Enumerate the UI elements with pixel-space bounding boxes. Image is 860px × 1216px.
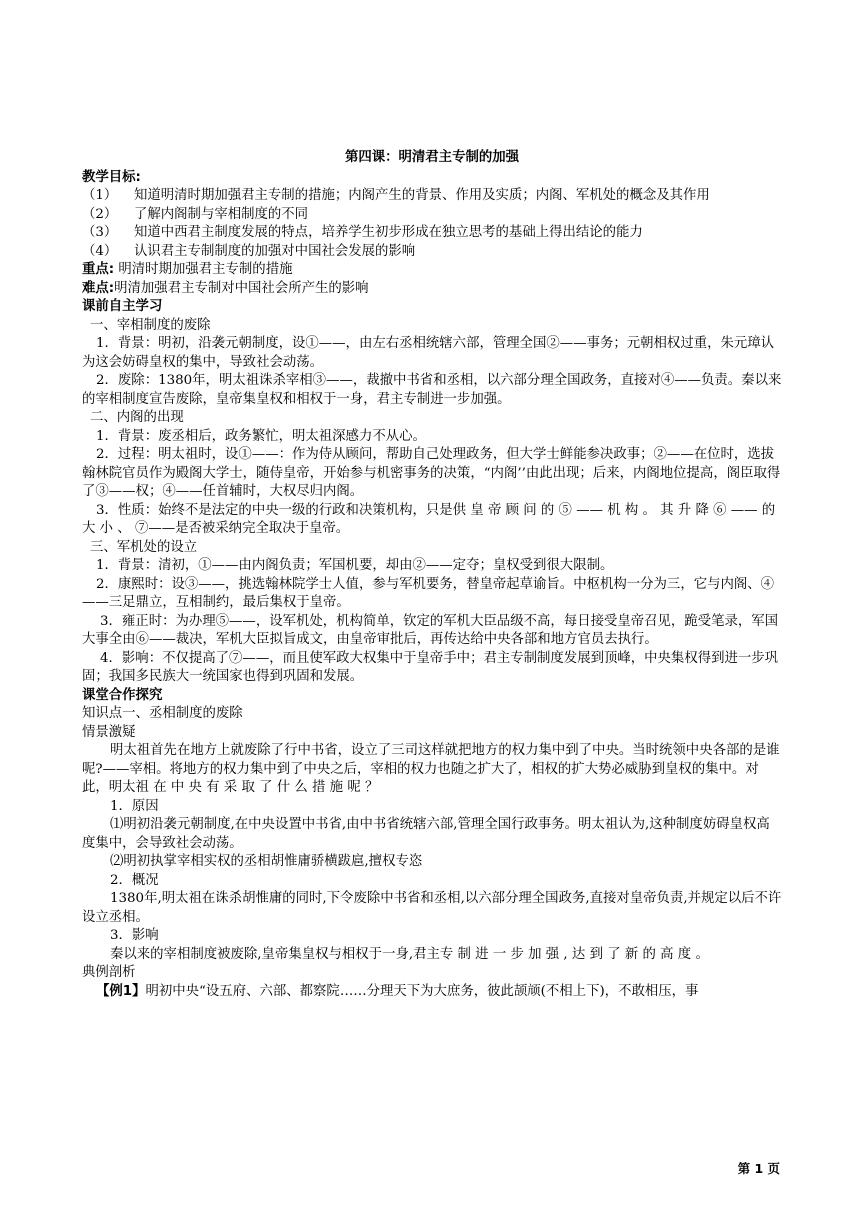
paragraph: ⑵明初执掌宰相实权的丞相胡惟庸骄横跋扈,擅权专恣 [110,854,423,869]
objective-number: （4） [82,243,118,259]
paragraph: 2．过程：明太祖时，设①——：作为侍从顾问，帮助自己处理政务，但大学士鲜能参决政事；②——在位时，选拔翰林院官员作为殿阁大学士，随侍皇帝，开始参与机密事务的决策，“内阁’’由此出现；后来，内阁地位提高，阁臣取得了③——权；④——任首辅时，大权尽归内阁。 [82,447,781,499]
objective-item [82,187,782,206]
objective-number: （1） [82,188,118,203]
paragraph: 明太祖首先在地方上就废除了行中书省，设立了三司这样就把地方的权力集中到了中央。当时统领中央各部的是谁呢?——宰相。将地方的权力集中到了中央之后，宰相的权力也随之扩大了，相权的扩大势必威胁到皇权的集中。对此，明太祖 在 中 央 有 采 取 了 什 么 措 施 呢 ？ [82,743,780,795]
example-paragraph [82,983,782,1002]
objective-text: 知道中西君主制度发展的特点，培养学生初步形成在独立思考的基础上得出结论的能力 [134,225,643,240]
document-title: 第四课：明清君主专制的加强 [344,150,520,165]
section-heading: 一、宰相制度的废除 [90,317,211,333]
page-number: 第 1 页 [737,1161,780,1176]
prestudy-heading: 课前自主学习 [82,299,163,314]
objective-item [82,243,782,262]
example-text: 明初中央“设五府、六部、都察院……分理天下为大庶务，彼此颉颃(不相上下)，不敢相压，事 [145,983,699,999]
example-tag: 【例1】 [96,983,146,999]
objective-text: 了解内阁制与宰相制度的不同 [134,206,309,222]
example-label: 典例剖析 [82,965,136,980]
knowledge-point-title: 知识点一、丞相制度的废除 [82,706,243,721]
difficulty [82,280,782,299]
objectives-heading: 教学目标: [82,169,141,185]
difficulty-text: 明清加强君主专制对中国社会所产生的影响 [114,280,369,296]
subheading: 3．影响 [110,928,159,943]
paragraph: 4．影响：不仅提高了⑦——，而且使军政大权集中于皇帝手中；君主专制制度发展到顶峰，中央集权得到进一步巩固；我国多民族大一统国家也得到巩固和发展。 [82,650,779,684]
paragraph: 2．康熙时：设③——，挑选翰林院学士人值，参与军机要务，替皇帝起草谕旨。中枢机构一分为三，它与内阁、④——三足鼎立，互相制约，最后集权于皇帝。 [82,576,775,610]
objective-item [82,224,782,243]
key-point-text: 明清时期加强君主专制的措施 [114,262,293,277]
objective-text: 认识君主专制制度的加强对中国社会发展的影响 [134,243,416,259]
key-point [82,261,782,280]
paragraph: 1．背景：废丞相后，政务繁忙，明太祖深感力不从心。 [96,428,426,444]
key-point-label: 重点: [82,262,115,277]
objective-text: 知道明清时期加强君主专制的措施；内阁产生的背景、作用及实质；内阁、军机处的概念及其作用 [134,188,710,203]
paragraph: 3．雍正时：为办理⑤——，设军机处，机构简单，钦定的军机大臣品级不高，每日接受皇帝召见，跪受笔录，军国大事全由⑥——裁决，军机大臣拟旨成文，由皇帝审批后，再传达给中央各部和地方官员去执行。 [82,613,779,647]
difficulty-label: 难点: [82,280,115,296]
section-heading: 二、内阁的出现 [90,410,184,425]
paragraph: 1．背景：清初，①——由内阁负责；军国机要，却由②——定夺；皇权受到很大限制。 [96,558,614,573]
objective-number: （3） [82,225,118,240]
paragraph: 1380年,明太祖在诛杀胡惟庸的同时,下令废除中书省和丞相,以六部分理全国政务,直接对皇帝负责,并规定以后不许设立丞相。 [82,891,782,925]
scenario-label: 情景激疑 [82,724,136,740]
paragraph: 3．性质：始终不是法定的中央一级的行政和决策机构，只是供 皇 帝 顾 问 的 ⑤ —— 机 构 。 其 升 降 ⑥ —— 的 大 小 、 ⑦——是否被采纳完全取决于皇帝。 [82,502,776,536]
paragraph: 1．背景：明初，沿袭元朝制度，设①——，由左右丞相统辖六部，管理全国②——事务；元朝相权过重，朱元璋认为这会妨碍皇权的集中，导致社会动荡。 [82,336,775,370]
paragraph: 2．废除：1380年，明太祖诛杀宰相③——，裁撤中书省和丞相，以六部分理全国政务，直接对④——负责。秦以来的宰相制度宣告废除，皇帝集皇权和相权于一身，君主专制进一步加强。 [82,373,782,407]
objective-item [82,206,782,225]
subheading: 2．概况 [110,872,159,888]
coop-heading: 课堂合作探究 [82,687,163,703]
section-heading: 三、军机处的设立 [90,539,198,555]
subheading: 1．原因 [110,798,159,814]
objective-number: （2） [82,206,118,222]
paragraph: 秦以来的宰相制度被废除,皇帝集皇权与相权于一身,君主专 制 进 一 步 加 强 , 达 到 了 新 的 高 度 。 [110,946,709,962]
document-body [82,149,782,1001]
paragraph: ⑴明初沿袭元朝制度,在中央设置中书省,由中书省统辖六部,管理全国行政事务。明太祖认为,这种制度妨碍皇权高度集中，会导致社会动荡。 [82,817,770,851]
